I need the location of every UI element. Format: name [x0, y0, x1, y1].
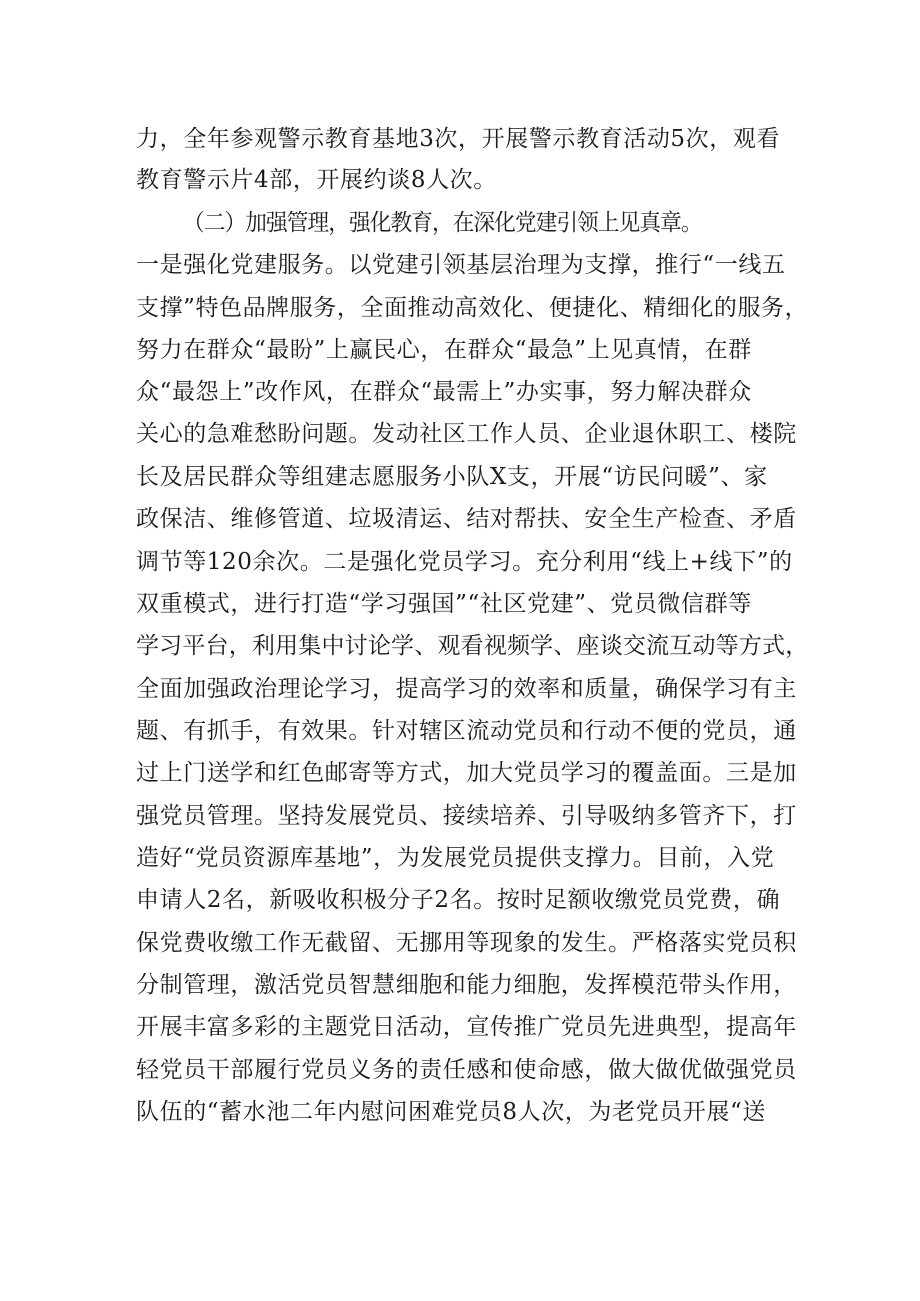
text-line: 题、有抓手，有效果。针对辖区流动党员和行动不便的党员，通 — [136, 718, 797, 744]
text-line: 力，全年参观警示教育基地3次，开展警示教育活动5次，观看 — [136, 126, 781, 152]
text-line: 支撑”特色品牌服务，全面推动高效化、便捷化、精细化的服务， — [136, 295, 809, 321]
text-line: 调节等120余次。二是强化党员学习。充分利用“线上+线下”的 — [136, 549, 793, 575]
text-line: 学习平台，利用集中讨论学、观看视频学、座谈交流互动等方式， — [136, 633, 809, 659]
text-line: 双重模式，进行打造“学习强国”“社区党建”、党员微信群等 — [136, 591, 752, 617]
text-line: 政保洁、维修管道、垃圾清运、结对帮扶、安全生产检查、矛盾 — [136, 506, 797, 532]
text-line: 队伍的“蓄水池二年内慰问困难党员8人次，为老党员开展“送 — [136, 1099, 766, 1125]
text-line: 过上门送学和红色邮寄等方式，加大党员学习的覆盖面。三是加 — [136, 760, 797, 786]
text-line: 造好“党员资源库基地”，为发展党员提供支撑力。目前，入党 — [136, 845, 775, 871]
text-line: 保党费收缴工作无截留、无挪用等现象的发生。严格落实党员积 — [136, 930, 797, 956]
text-line: 长及居民群众等组建志愿服务小队X支，开展“访民问暖”、家 — [136, 464, 768, 490]
text-line: 教育警示片4部，开展约谈8人次。 — [136, 167, 497, 193]
text-line: 强党员管理。坚持发展党员、接续培养、引导吸纳多管齐下，打 — [136, 803, 797, 829]
text-line: 关心的急难愁盼问题。发动社区工作人员、企业退休职工、楼院 — [136, 421, 797, 447]
text-line: 一是强化党建服务。以党建引领基层治理为支撑，推行“一线五 — [136, 252, 786, 278]
text-line: 开展丰富多彩的主题党日活动，宣传推广党员先进典型，提高年 — [136, 1014, 797, 1040]
section-heading: （二）加强管理，强化教育，在深化党建引领上见真章。 — [183, 210, 702, 236]
text-line: 全面加强政治理论学习，提高学习的效率和质量，确保学习有主 — [136, 676, 797, 702]
text-line: 众“最怨上”改作风，在群众“最需上”办实事，努力解决群众 — [136, 379, 752, 405]
text-line: 分制管理，激活党员智慧细胞和能力细胞，发挥模范带头作用， — [136, 972, 797, 998]
text-line: 申请人2名，新吸收积极分子2名。按时足额收缴党员党费，确 — [136, 887, 781, 913]
text-line: 努力在群众“最盼”上赢民心，在群众“最急”上见真情，在群 — [136, 337, 752, 363]
text-line: 轻党员干部履行党员义务的责任感和使命感，做大做优做强党员 — [136, 1057, 797, 1083]
